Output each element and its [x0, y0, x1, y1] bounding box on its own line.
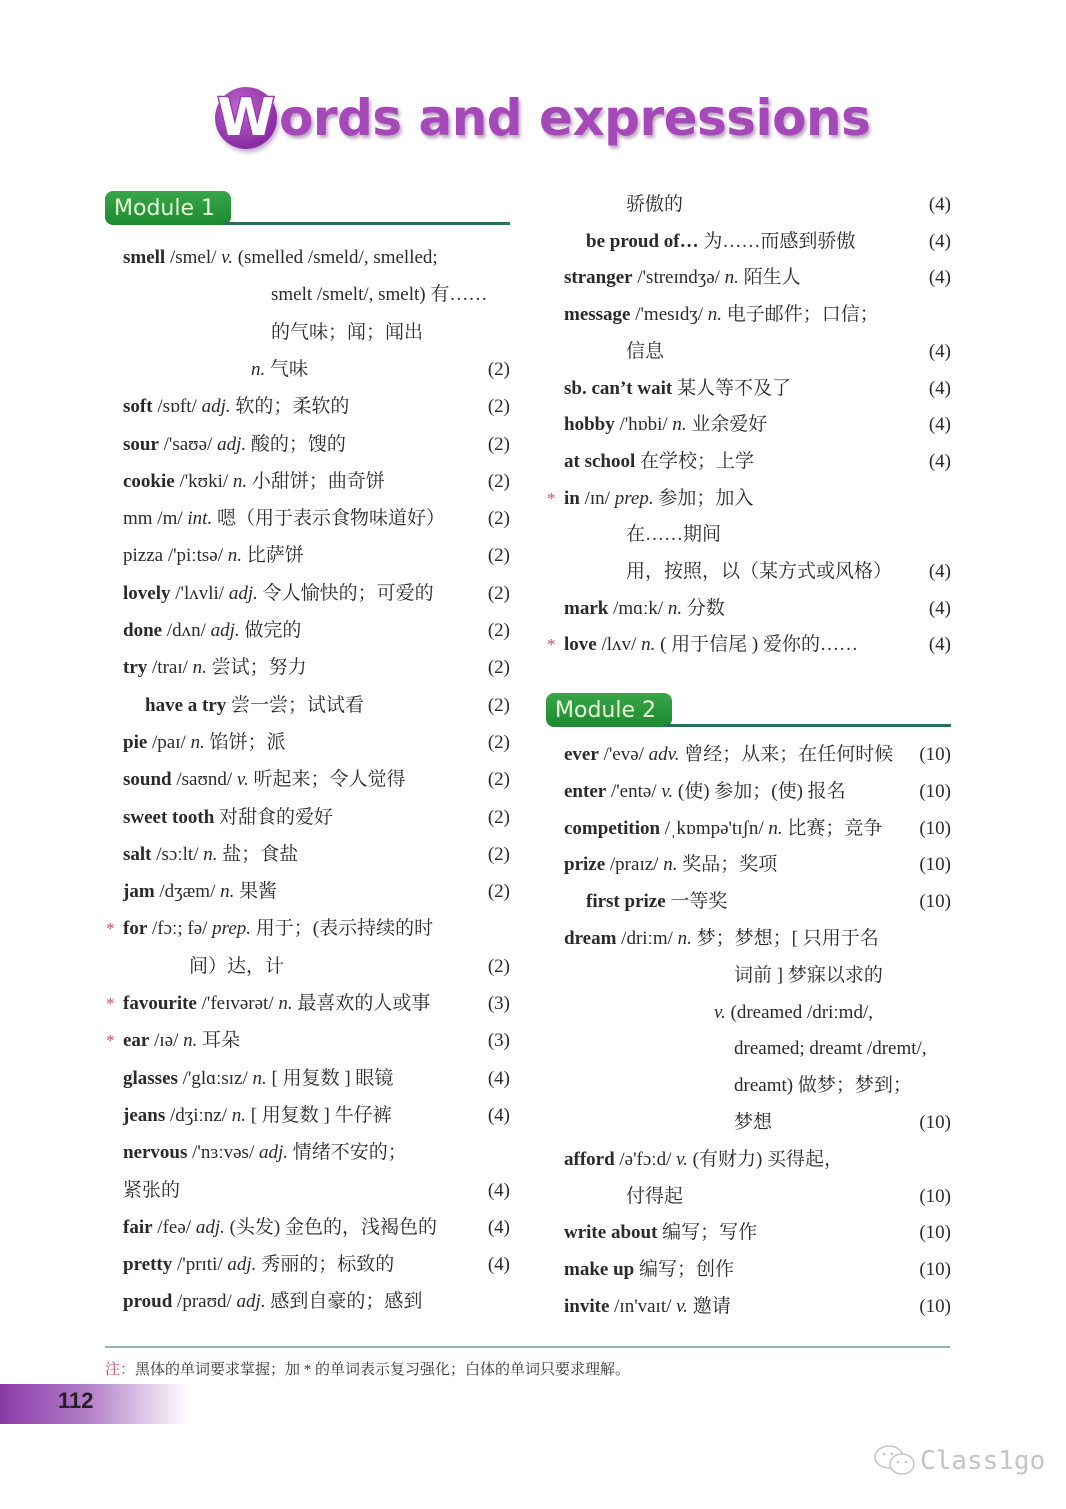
word-entry — [564, 814, 951, 844]
part-of-speech: prep. — [212, 918, 252, 940]
unit-reference: (2) — [487, 843, 510, 865]
module-1-tab: Module 1 — [105, 191, 231, 225]
phonetic: /'nɜːvəs/ — [187, 1142, 259, 1164]
definition: ( 用于信尾 ) 爱你的…… — [655, 634, 858, 656]
definition: 小甜饼；曲奇饼 — [247, 470, 385, 492]
phonetic: /smel/ — [165, 247, 222, 268]
definition: smelt /smelt/, smelt) 有…… — [271, 284, 488, 306]
headword: proud — [123, 1291, 173, 1313]
word-entry — [586, 887, 951, 917]
headword: message — [564, 304, 631, 326]
footer-divider — [105, 1346, 950, 1348]
unit-reference: (10) — [919, 891, 951, 913]
headword: for — [123, 918, 148, 940]
unit-reference: (3) — [487, 993, 510, 1014]
word-entry — [734, 1108, 951, 1138]
definition: 付得起 — [626, 1185, 684, 1207]
phonetic: /fɔː; fə/ — [147, 918, 213, 940]
word-entry — [123, 1064, 510, 1094]
headword: ever — [564, 744, 599, 765]
part-of-speech: n. — [190, 731, 205, 753]
unit-reference: (10) — [919, 744, 951, 765]
unit-reference: (4) — [928, 377, 951, 399]
phonetic: /dʒæm/ — [154, 881, 221, 903]
definition: 奖品；奖项 — [677, 854, 778, 876]
part-of-speech: n. — [252, 1067, 267, 1089]
definition: 分数 — [682, 597, 725, 619]
part-of-speech: prep. — [614, 487, 654, 509]
page-title — [215, 78, 870, 158]
word-entry — [626, 1182, 951, 1212]
word-entry — [123, 430, 510, 460]
part-of-speech: n. — [724, 267, 739, 289]
word-entry — [123, 541, 510, 571]
footnote — [105, 1358, 630, 1379]
part-of-speech: n. — [677, 928, 692, 949]
definition: 尝试；努力 — [206, 657, 307, 679]
part-of-speech: int. — [187, 508, 213, 530]
headword: fair — [123, 1216, 153, 1238]
part-of-speech: n. — [203, 843, 218, 865]
unit-reference: (4) — [928, 194, 951, 215]
unit-reference: (4) — [928, 267, 951, 289]
phonetic: /ə'fɔːd/ — [614, 1148, 677, 1170]
word-entry — [123, 1287, 510, 1317]
phonetic: /ɪn'vaɪt/ — [609, 1296, 677, 1317]
word-entry — [123, 1176, 510, 1206]
phonetic: /driːm/ — [616, 928, 678, 949]
word-entry — [626, 520, 951, 550]
part-of-speech: adj. — [227, 1254, 257, 1276]
word-entry — [564, 1145, 951, 1175]
phonetic: /'mesɪdʒ/ — [630, 304, 708, 326]
definition: (使) 参加；(使) 报名 — [673, 780, 846, 802]
headword: write about — [564, 1222, 658, 1244]
definition: 信息 — [626, 340, 665, 362]
definition: 气味 — [265, 358, 309, 380]
unit-reference: (10) — [919, 1222, 951, 1244]
phonetic: /'entə/ — [606, 780, 662, 802]
definition: 令人愉快的；可爱的 — [257, 582, 434, 604]
unit-reference: (2) — [487, 806, 510, 828]
phonetic: pizza /'piːtsə/ — [123, 545, 228, 567]
definition: 间）达，计 — [189, 955, 285, 977]
headword: jam — [123, 881, 155, 903]
part-of-speech: v. — [221, 247, 233, 268]
phonetic: /mɑːk/ — [608, 597, 668, 619]
word-entry — [626, 337, 951, 367]
part-of-speech: n. — [192, 657, 207, 679]
unit-reference: (2) — [487, 620, 510, 641]
title-text: ords and expressions — [279, 89, 871, 147]
word-entry — [123, 616, 510, 646]
word-entry — [734, 1071, 951, 1101]
definition: 比赛；竞争 — [782, 817, 883, 839]
word-entry — [123, 653, 510, 683]
word-entry — [564, 740, 951, 770]
phonetic: mm /m/ — [123, 508, 188, 530]
title-initial-badge: W — [215, 87, 277, 149]
definition: 业余爱好 — [686, 414, 768, 436]
part-of-speech: n. — [278, 993, 293, 1014]
definition: 果酱 — [234, 881, 278, 903]
part-of-speech: n. — [232, 470, 248, 492]
definition: 嗯（用于表示食物味道好） — [212, 508, 445, 530]
headword: prize — [564, 854, 606, 876]
definition: 比萨饼 — [241, 545, 304, 567]
phonetic: /'prɪti/ — [172, 1254, 228, 1276]
headword: glasses — [123, 1067, 178, 1089]
unit-reference: (4) — [928, 230, 951, 252]
wechat-icon — [872, 1443, 920, 1479]
word-entry — [123, 504, 510, 534]
word-entry — [564, 1255, 951, 1285]
unit-reference: (4) — [487, 1179, 510, 1201]
definition: 用，按照，以（某方式或风格） — [626, 561, 893, 582]
module-1-header — [105, 191, 510, 225]
part-of-speech: n. — [768, 817, 783, 839]
headword: be proud of… — [586, 230, 699, 252]
headword: stranger — [564, 267, 633, 289]
word-entry — [145, 691, 510, 721]
word-entry — [123, 243, 510, 273]
definition: 梦；梦想；[ 只用于名 — [691, 928, 879, 949]
unit-reference: (2) — [487, 769, 510, 791]
review-star-icon: * — [547, 635, 556, 655]
unit-reference: (10) — [919, 1185, 951, 1207]
part-of-speech: adj. — [217, 433, 247, 455]
page-number-band — [0, 1384, 190, 1424]
part-of-speech: n. — [183, 1030, 198, 1052]
word-entry — [564, 924, 951, 954]
unit-reference: (4) — [487, 1104, 510, 1126]
unit-reference: (4) — [487, 1067, 510, 1089]
word-entry — [123, 840, 510, 870]
phonetic: /'evə/ — [598, 744, 649, 765]
word-entry — [123, 1101, 510, 1131]
headword: mark — [564, 597, 609, 619]
word-entry — [564, 410, 951, 440]
definition: 电子邮件；口信； — [722, 304, 879, 326]
word-entry — [564, 263, 951, 293]
word-entry — [123, 1213, 510, 1243]
unit-reference: (4) — [487, 1216, 510, 1238]
unit-reference: (4) — [928, 340, 951, 362]
definition: [ 用复数 ] 眼镜 — [266, 1067, 394, 1089]
watermark-text: Class1go — [920, 1446, 1046, 1476]
headword: afford — [564, 1148, 615, 1170]
part-of-speech: v. — [661, 780, 674, 802]
part-of-speech: n. — [707, 304, 723, 326]
unit-reference: (10) — [919, 1296, 951, 1317]
definition: 为……而感到骄傲 — [698, 230, 856, 252]
definition: 邀请 — [687, 1296, 731, 1317]
word-entry — [123, 728, 510, 758]
definition: 做完的 — [239, 620, 302, 641]
definition: 编写；创作 — [634, 1259, 734, 1281]
headword: nervous — [123, 1142, 188, 1164]
headword: favourite — [123, 993, 197, 1014]
headword: lovely — [123, 582, 171, 604]
headword: love — [564, 634, 597, 656]
unit-reference: (10) — [919, 1112, 951, 1133]
word-entry — [271, 318, 510, 348]
unit-reference: (2) — [487, 433, 510, 455]
word-entry — [271, 280, 510, 310]
part-of-speech: adj. — [210, 620, 240, 641]
phonetic: /dʌn/ — [162, 620, 211, 641]
headword: ear — [123, 1030, 150, 1052]
definition: 馅饼；派 — [204, 731, 286, 753]
unit-reference: (2) — [487, 955, 510, 977]
word-entry — [626, 190, 951, 220]
phonetic: /feə/ — [152, 1216, 196, 1238]
module-2-tab: Module 2 — [546, 693, 672, 727]
footnote-label: 注： — [105, 1362, 136, 1378]
word-entry — [564, 850, 951, 880]
phonetic: /saʊnd/ — [171, 769, 237, 791]
word-entry — [123, 467, 510, 497]
part-of-speech: n. — [672, 414, 687, 436]
headword: salt — [123, 843, 152, 865]
word-entry — [564, 1292, 951, 1322]
unit-reference: (10) — [919, 1259, 951, 1281]
word-entry — [123, 877, 510, 907]
part-of-speech: v. — [236, 769, 249, 791]
headword: have a try — [145, 694, 227, 716]
module-2-rule — [664, 724, 951, 727]
review-star-icon: * — [106, 1031, 115, 1051]
headword: sour — [123, 433, 159, 455]
headword: make up — [564, 1259, 635, 1281]
page-number: 112 — [58, 1388, 94, 1413]
phonetic: /'lʌvli/ — [170, 582, 229, 604]
module-1-rule — [223, 222, 510, 225]
word-entry — [734, 1034, 951, 1064]
word-entry — [123, 1250, 510, 1280]
definition: 情绪不安的； — [288, 1142, 407, 1164]
review-star-icon: * — [106, 994, 115, 1013]
headword: jeans — [123, 1104, 166, 1126]
definition: [ 用复数 ] 牛仔裤 — [245, 1104, 392, 1126]
headword: cookie — [123, 470, 175, 492]
unit-reference: (10) — [919, 780, 951, 802]
definition: 某人等不及了 — [672, 377, 791, 399]
word-entry — [564, 777, 951, 807]
definition: 尝一尝；试试看 — [226, 694, 365, 716]
headword: competition — [564, 817, 661, 839]
unit-reference: (3) — [487, 1030, 510, 1052]
part-of-speech: v. — [676, 1148, 688, 1170]
word-entry — [123, 1138, 510, 1168]
unit-reference: (2) — [487, 508, 510, 530]
definition: dreamt) 做梦；梦到； — [734, 1075, 912, 1097]
unit-reference: (2) — [487, 881, 510, 903]
phonetic: /lʌv/ — [596, 634, 642, 656]
part-of-speech: v. — [676, 1296, 688, 1317]
definition: 在……期间 — [626, 524, 722, 546]
unit-reference: (2) — [487, 694, 510, 716]
definition: 听起来；令人觉得 — [248, 769, 406, 791]
word-entry — [123, 803, 510, 833]
part-of-speech: n. — [663, 854, 678, 876]
word-entry — [547, 484, 951, 514]
definition: 用于；(表示持续的时 — [251, 918, 434, 940]
word-entry — [189, 952, 510, 982]
definition: 感到自豪的；感到 — [265, 1291, 423, 1313]
part-of-speech: adj. — [258, 1142, 289, 1164]
unit-reference: (4) — [487, 1254, 510, 1276]
word-entry — [106, 914, 510, 944]
word-entry — [564, 1218, 951, 1248]
part-of-speech: adj. — [228, 582, 258, 604]
unit-reference: (2) — [487, 731, 510, 753]
part-of-speech: adj. — [236, 1291, 266, 1313]
unit-reference: (4) — [928, 597, 951, 619]
definition: 最喜欢的人或事 — [292, 993, 431, 1014]
unit-reference: (4) — [928, 414, 951, 436]
definition: 酸的；馊的 — [246, 433, 346, 455]
word-entry — [123, 579, 510, 609]
word-entry — [564, 594, 951, 624]
unit-reference: (2) — [487, 396, 510, 418]
phonetic: /'hɒbi/ — [614, 414, 673, 436]
headword: enter — [564, 780, 607, 802]
phonetic: /praʊd/ — [172, 1291, 237, 1313]
part-of-speech: adv. — [648, 744, 680, 765]
headword: hobby — [564, 414, 615, 436]
definition: (dreamed /driːmd/, — [725, 1001, 873, 1023]
phonetic: /'kʊki/ — [174, 470, 233, 492]
headword: invite — [564, 1296, 610, 1317]
review-star-icon: * — [547, 488, 556, 508]
unit-reference: (2) — [487, 657, 510, 679]
part-of-speech: n. — [667, 597, 683, 619]
unit-reference: (10) — [919, 817, 951, 839]
headword: soft — [123, 396, 153, 418]
headword: smell — [123, 247, 166, 268]
unit-reference: (4) — [928, 450, 951, 472]
headword: done — [123, 620, 163, 641]
word-entry — [123, 392, 510, 422]
unit-reference: (4) — [928, 634, 951, 656]
definition: 词前 ] 梦寐以求的 — [734, 964, 883, 986]
word-entry — [564, 300, 951, 330]
word-entry — [626, 557, 951, 587]
definition: 的气味；闻；闻出 — [271, 321, 424, 343]
headword: in — [564, 487, 580, 509]
phonetic: /praɪz/ — [605, 854, 664, 876]
word-entry — [106, 1026, 510, 1056]
definition: 编写；写作 — [657, 1222, 758, 1244]
unit-reference: (2) — [487, 470, 510, 492]
word-entry — [564, 374, 951, 404]
definition: 陌生人 — [738, 267, 801, 289]
headword: first prize — [586, 891, 666, 913]
footnote-text: 黑体的单词要求掌握；加 * 的单词表示复习强化；白体的单词只要求理解。 — [135, 1362, 631, 1378]
review-star-icon: * — [106, 919, 115, 939]
phonetic: /paɪ/ — [147, 731, 191, 753]
word-entry — [586, 227, 951, 257]
word-entry — [734, 961, 951, 991]
headword: pie — [123, 731, 148, 753]
part-of-speech: n. — [251, 358, 266, 380]
definition: 对甜食的爱好 — [214, 806, 334, 828]
part-of-speech: adj. — [195, 1216, 225, 1238]
definition: 梦想 — [734, 1112, 773, 1133]
unit-reference: (2) — [487, 582, 510, 604]
word-entry — [106, 989, 510, 1019]
headword: try — [123, 657, 148, 679]
phonetic: /'glɑːsɪz/ — [177, 1067, 253, 1089]
definition: 秀丽的；标致的 — [256, 1254, 395, 1276]
part-of-speech: n. — [227, 545, 242, 567]
phonetic: /ˌkɒmpə'tɪʃn/ — [660, 817, 769, 839]
definition: (头发) 金色的，浅褐色的 — [224, 1216, 437, 1238]
part-of-speech: v. — [714, 1001, 726, 1023]
phonetic: /traɪ/ — [147, 657, 193, 679]
headword: dream — [564, 928, 617, 949]
definition: (smelled /smeld/, smelled; — [232, 247, 438, 268]
definition: 紧张的 — [123, 1179, 181, 1201]
definition: dreamed; dreamt /dremt/, — [734, 1038, 927, 1060]
definition: (有财力) 买得起， — [687, 1148, 844, 1170]
word-entry — [547, 630, 951, 660]
word-entry — [564, 447, 951, 477]
part-of-speech: n. — [220, 881, 235, 903]
headword: at school — [564, 450, 636, 472]
definition: 骄傲的 — [626, 194, 684, 215]
word-entry — [251, 355, 510, 385]
word-entry — [123, 765, 510, 795]
module-2-header — [546, 693, 951, 727]
phonetic: /'saʊə/ — [158, 433, 218, 455]
phonetic: /'feɪvərət/ — [196, 993, 279, 1014]
watermark — [872, 1443, 1045, 1479]
unit-reference: (2) — [487, 358, 510, 380]
phonetic: /dʒiːnz/ — [165, 1104, 232, 1126]
phonetic: /sɔːlt/ — [151, 843, 204, 865]
headword: sound — [123, 769, 172, 791]
word-entry — [714, 998, 951, 1028]
definition: 参加；加入 — [653, 487, 754, 509]
definition: 耳朵 — [197, 1030, 241, 1052]
definition: 曾经；从来；在任何时候 — [679, 744, 894, 765]
unit-reference: (4) — [928, 561, 951, 582]
phonetic: /ɪn/ — [579, 487, 615, 509]
headword: sweet tooth — [123, 806, 215, 828]
phonetic: /'streɪndʒə/ — [632, 267, 725, 289]
part-of-speech: adj. — [201, 396, 231, 418]
part-of-speech: n. — [641, 634, 656, 656]
definition: 一等奖 — [665, 891, 728, 913]
definition: 软的；柔软的 — [230, 396, 350, 418]
phonetic: /sɒft/ — [152, 396, 202, 418]
definition: 在学校；上学 — [635, 450, 755, 472]
headword: sb. can’t wait — [564, 377, 673, 399]
unit-reference: (10) — [919, 854, 951, 876]
unit-reference: (2) — [487, 545, 510, 567]
part-of-speech: n. — [231, 1104, 246, 1126]
definition: 盐；食盐 — [217, 843, 299, 865]
phonetic: /ɪə/ — [149, 1030, 184, 1052]
headword: pretty — [123, 1254, 173, 1276]
